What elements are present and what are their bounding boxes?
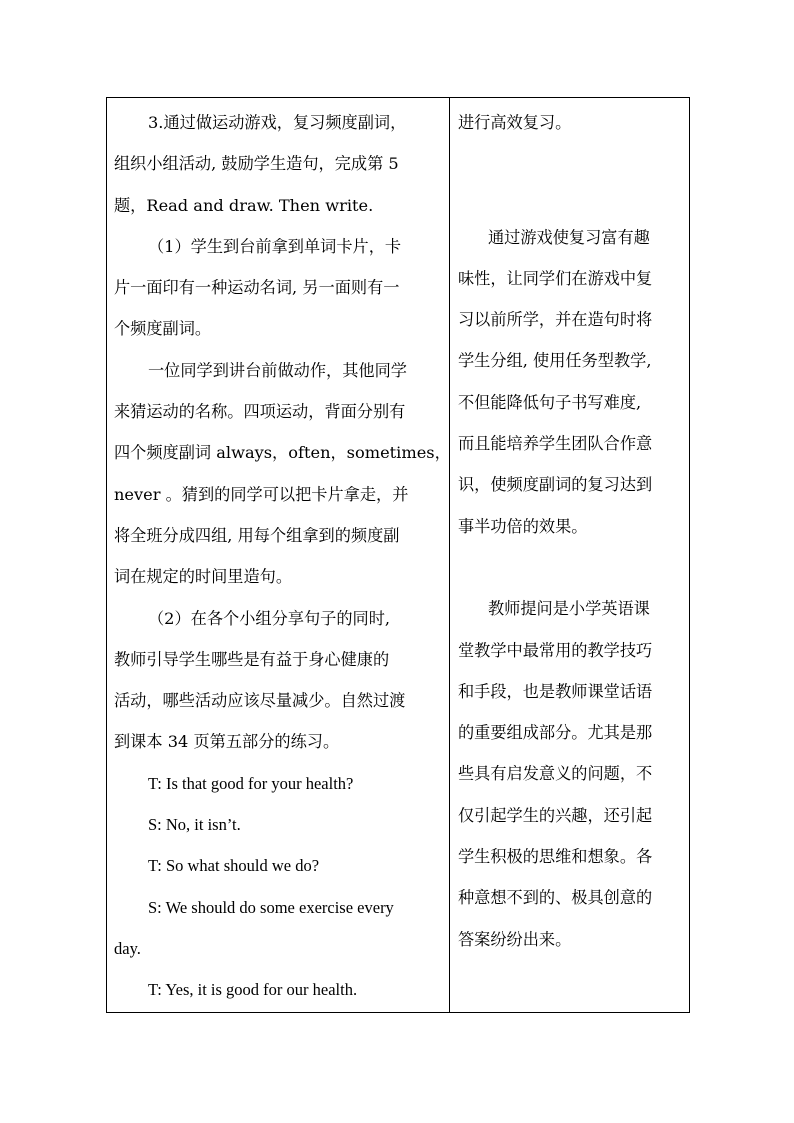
text-line: 事半功倍的效果。 xyxy=(458,516,588,536)
text-line: 教师引导学生哪些是有益于身心健康的 xyxy=(114,649,390,669)
text-line: never 。猜到的同学可以把卡片拿走，并 xyxy=(114,484,409,504)
text-line: 和手段，也是教师课堂话语 xyxy=(458,681,653,701)
text-line: 片一面印有一种运动名词, 另一面则有一 xyxy=(114,278,400,298)
text-line: 一位同学到讲台前做动作，其他同学 xyxy=(148,360,407,380)
text-line: 到课本 34 页第五部分的练习。 xyxy=(114,732,340,752)
activity-column xyxy=(107,98,450,1013)
dialogue-line: S: No, it isn’t. xyxy=(148,815,241,835)
table-row xyxy=(107,98,690,1013)
text-line: 种意想不到的、极具创意的 xyxy=(458,888,653,908)
text-line: 词在规定的时间里造句。 xyxy=(114,567,293,587)
purpose-column xyxy=(450,98,690,1013)
lesson-plan-table xyxy=(106,97,690,1013)
text-line: 味性，让同学们在游戏中复 xyxy=(458,268,653,288)
text-line: 组织小组活动, 鼓励学生造句，完成第 5 xyxy=(114,154,399,174)
text-line: （1）学生到台前拿到单词卡片，卡 xyxy=(148,236,402,256)
dialogue-line: day. xyxy=(114,938,141,958)
text-line: 活动，哪些活动应该尽量减少。自然过渡 xyxy=(114,691,406,711)
text-line: 个频度副词。 xyxy=(114,319,212,339)
text-line: 四个频度副词 always，often，sometimes， xyxy=(114,443,451,463)
dialogue-line: T: Yes, it is good for our health. xyxy=(148,980,358,1000)
text-line: 将全班分成四组, 用每个组拿到的频度副 xyxy=(114,525,400,545)
text-line: 的重要组成部分。尤其是那 xyxy=(458,723,653,743)
text-line: 通过游戏使复习富有趣 xyxy=(488,227,650,247)
text-line: 不但能降低句子书写难度, xyxy=(458,392,642,412)
text-line: 来猜运动的名称。四项运动，背面分别有 xyxy=(114,402,406,422)
text-line: 答案纷纷出来。 xyxy=(458,929,572,949)
text-line: 些具有启发意义的问题，不 xyxy=(458,764,653,784)
text-line: 识，使频度副词的复习达到 xyxy=(458,475,653,495)
text-line: 题，Read and draw. Then write. xyxy=(114,195,374,215)
text-line: 3.通过做运动游戏，复习频度副词， xyxy=(148,113,407,132)
dialogue-line: T: Is that good for your health? xyxy=(148,773,354,793)
text-line: 学生积极的思维和想象。各 xyxy=(458,847,653,867)
text-line: 仅引起学生的兴趣，还引起 xyxy=(458,805,653,825)
text-line: 习以前所学，并在造句时将 xyxy=(458,310,653,330)
dialogue-line: T: So what should we do? xyxy=(148,856,320,876)
text-line: 而且能培养学生团队合作意 xyxy=(458,434,653,454)
text-line: 教师提问是小学英语课 xyxy=(488,599,650,619)
text-line: 堂教学中最常用的教学技巧 xyxy=(458,640,653,660)
text-line: 学生分组, 使用任务型教学, xyxy=(458,351,652,371)
dialogue-line: S: We should do some exercise every xyxy=(148,897,394,917)
text-line: （2）在各个小组分享句子的同时, xyxy=(148,608,391,628)
text-line: 进行高效复习。 xyxy=(458,113,572,132)
